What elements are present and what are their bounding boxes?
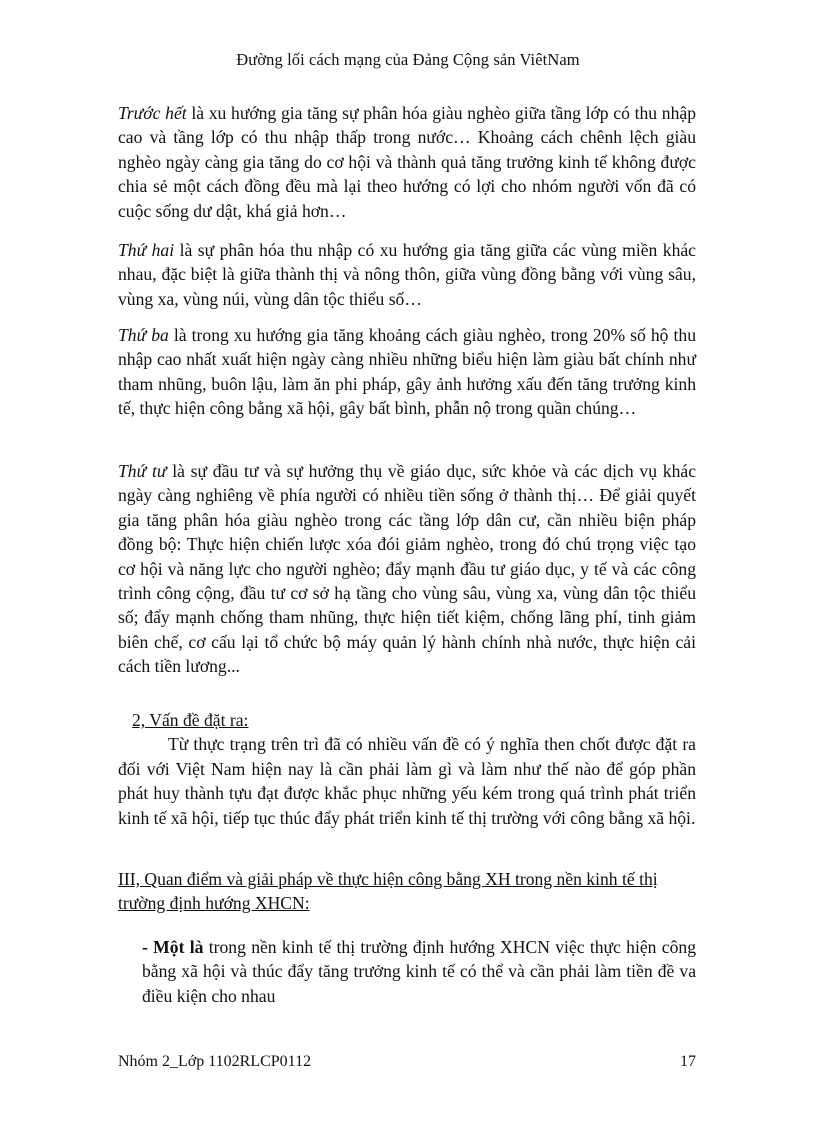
paragraph-lead: Thứ ba xyxy=(118,325,169,345)
paragraph-text: là trong xu hướng gia tăng khoảng cách giàu nghèo, trong 20% số hộ thu nhập cao nhất xuất hiện ngày càng nhiều những biểu hiện làm giàu bất chính như tham nhũng, buôn lậu, làm ăn phi pháp, gây ảnh hưởng xấu đến tăng trưởng kinh tế, thực hiện công bằng xã hội, gây bất bình, phẫn nộ trong quần chúng… xyxy=(118,325,697,419)
page-footer xyxy=(118,1053,696,1071)
bullet-lead: - Một là xyxy=(142,937,204,957)
bullet-text: trong nền kinh tế thị trường định hướng XHCN việc thực hiện công bằng xã hội và thúc đẩy tăng trưởng kinh tế có thể và cần phải làm tiền đề va điều kiện cho nhau xyxy=(142,937,696,1006)
page-number: 17 xyxy=(680,1053,696,1070)
section-3-heading xyxy=(118,867,700,916)
section-2 xyxy=(118,708,696,830)
running-header: Đường lối cách mạng của Đảng Cộng sản ViêtNam xyxy=(236,50,580,69)
paragraph-lead: Trước hết xyxy=(118,103,187,123)
paragraph-2 xyxy=(118,238,696,311)
bullet-one xyxy=(118,935,696,1008)
footer-group: Nhóm 2_Lớp 1102RLCP0112 xyxy=(118,1053,312,1070)
paragraph-text: là sự đầu tư và sự hưởng thụ về giáo dục, sức khỏe và các dịch vụ khác ngày càng nghiêng về phía người có nhiều tiền sống ở thành thị… Để giải quyết gia tăng phân hóa giàu nghèo trong các tầng lớp dân cư, cần nhiều biện pháp đồng bộ: Thực hiện chiến lược xóa đói giảm nghèo, trong đó chú trọng việc tạo cơ hội và năng lực cho người nghèo; đẩy mạnh đầu tư giáo dục, y tế và các công trình công cộng, đầu tư cơ sở hạ tầng cho vùng sâu, vùng xa, vùng dân tộc thiểu số; đẩy mạnh chống tham nhũng, thực hiện tiết kiệm, chống lãng phí, tinh giảm biên chế, cơ cấu lại tổ chức bộ máy quản lý hành chính nhà nước, thực hiện cải cách tiền lương... xyxy=(118,461,697,677)
paragraph-4 xyxy=(118,459,696,679)
paragraph-lead: Thứ hai xyxy=(118,240,175,260)
section-text: Từ thực trạng trên trì đã có nhiều vấn đề có ý nghĩa then chốt được đặt ra đối với Việt Nam hiện nay là cần phải làm gì và làm như thế nào để góp phần phát huy thành tựu đạt được khắc phục những yếu kém trong quá trình phát triển kinh tế xã hội, tiếp tục thúc đẩy phát triển kinh tế thị trường với công bằng xã hội. xyxy=(118,734,696,828)
paragraph-3 xyxy=(118,323,696,421)
paragraph-text: là sự phân hóa thu nhập có xu hướng gia tăng giữa các vùng miền khác nhau, đặc biệt là giữa thành thị và nông thôn, giữa vùng đồng bằng với vùng sâu, vùng xa, vùng núi, vùng dân tộc thiểu số… xyxy=(118,240,696,309)
paragraph-lead: Thứ tư xyxy=(118,461,167,481)
section-heading: 2, Vấn đề đặt ra: xyxy=(132,710,249,730)
section-heading: III, Quan điểm và giải pháp về thực hiện công bằng XH trong nền kinh tế thị trường định hướng XHCN: xyxy=(118,869,658,914)
paragraph-text: là xu hướng gia tăng sự phân hóa giàu nghèo giữa tầng lớp có thu nhập cao và tầng lớp có thu nhập thấp trong nước… Khoảng cách chênh lệch giàu nghèo ngày càng gia tăng do cơ hội và thành quả tăng trưởng kinh tế không được chia sẻ một cách đồng đều mà lại theo hướng có lợi cho nhóm người vốn đã có cuộc sống dư dật, khá giả hơn… xyxy=(118,103,696,221)
paragraph-1 xyxy=(118,101,696,223)
